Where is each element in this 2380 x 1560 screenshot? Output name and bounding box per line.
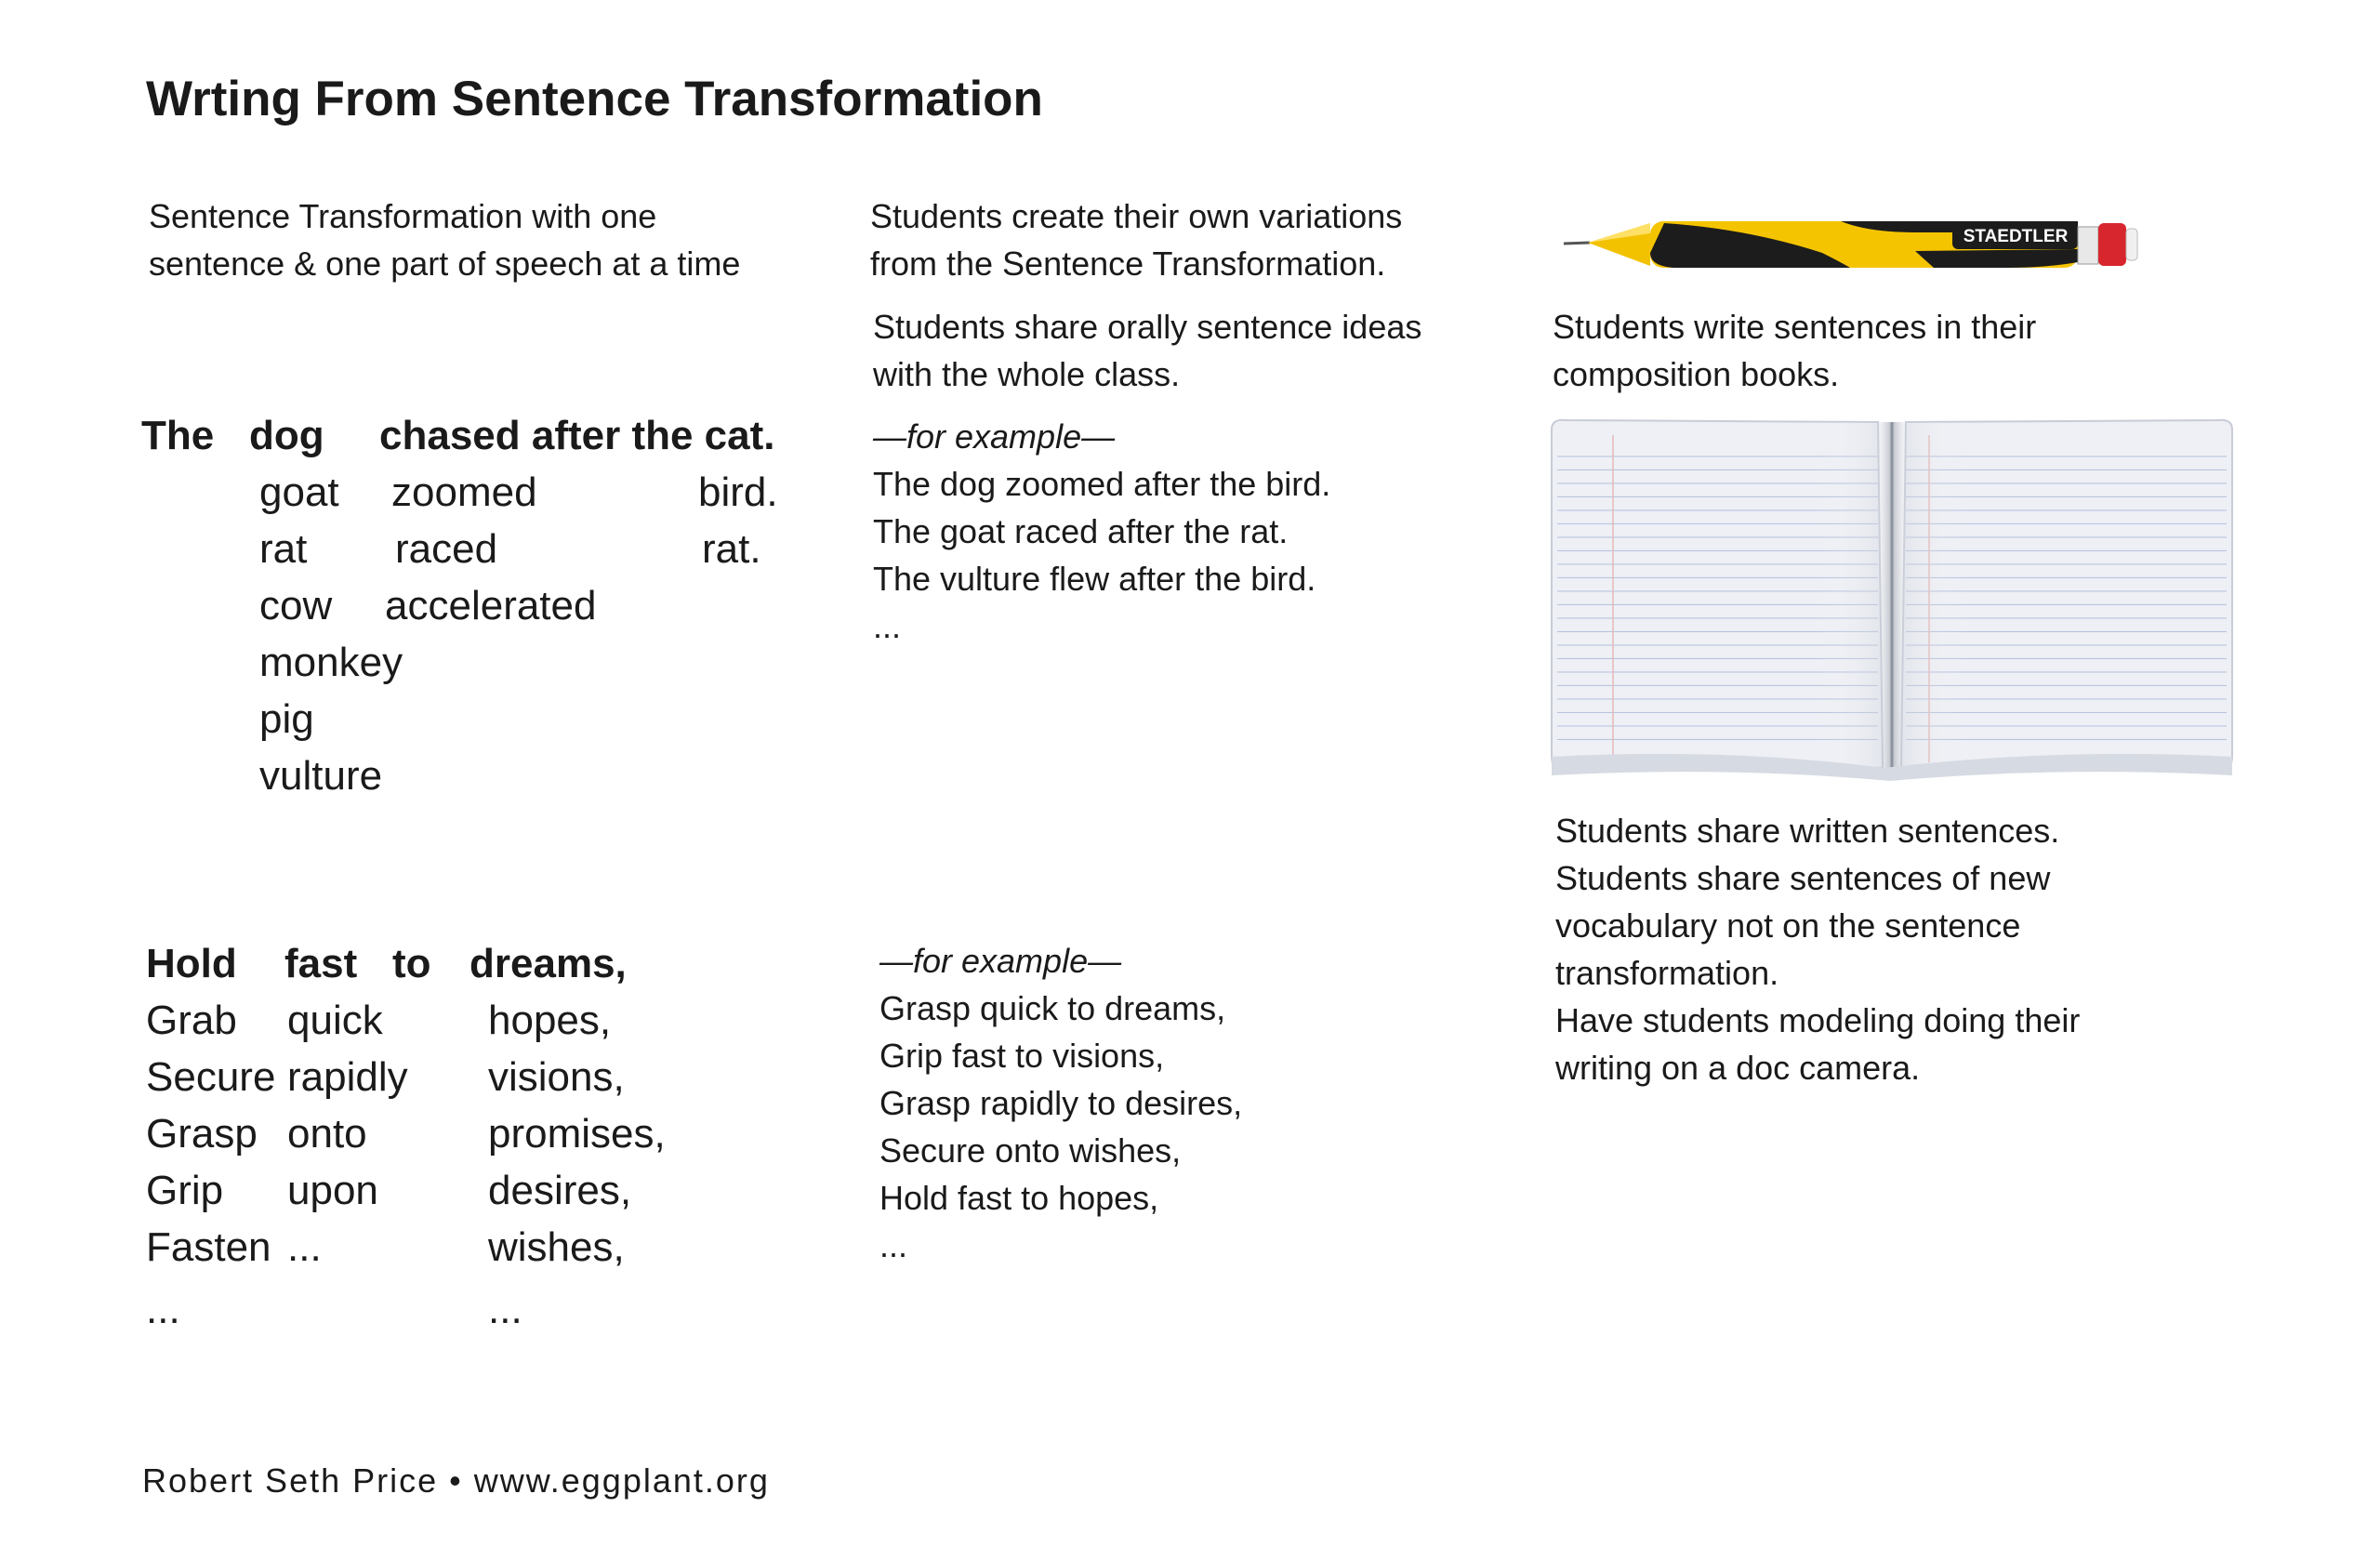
share-orally-text — [873, 303, 1421, 398]
example-sentence: The dog zoomed after the bird. — [873, 465, 1331, 503]
intro-text — [149, 192, 740, 287]
noun-option: wishes, — [488, 1224, 625, 1270]
verb-option: ... — [146, 1287, 180, 1332]
page-title: Wrting From Sentence Transformation — [146, 72, 1043, 126]
verb-option: Grip — [146, 1168, 224, 1213]
example-label: —for example— — [873, 417, 1116, 456]
adverb-option: ... — [287, 1224, 322, 1270]
noun-option: rat — [259, 526, 308, 572]
verb-option: Grasp — [146, 1111, 258, 1157]
verb-option: Fasten — [146, 1224, 271, 1270]
share-written-line: Students share sentences of new — [1555, 859, 2051, 897]
st1-verb-2: raced — [395, 526, 498, 572]
st1-noun-header: dog — [249, 413, 324, 458]
noun-option: goat — [259, 469, 339, 515]
pencil-image — [1562, 205, 2213, 288]
st2-noun-list — [488, 992, 666, 1338]
share-written-line: writing on a doc camera. — [1555, 1049, 1921, 1087]
st1-object-1: bird. — [698, 469, 778, 515]
composition-book-image — [1548, 416, 2236, 781]
footer-credit: Robert Seth Price • www.eggplant.org — [142, 1461, 770, 1500]
verb-option: Grab — [146, 998, 237, 1043]
noun-option: promises, — [488, 1111, 666, 1157]
noun-option: cow — [259, 583, 333, 628]
share-orally-line: with the whole class. — [873, 355, 1181, 393]
st1-verb-1: zoomed — [391, 469, 537, 515]
st1-article: The — [141, 413, 215, 458]
st2-verb-header: Hold — [146, 941, 237, 986]
example-sentence: ... — [873, 607, 902, 645]
example-sentence: Grasp rapidly to desires, — [879, 1084, 1243, 1122]
example-sentence: The goat raced after the rat. — [873, 512, 1289, 550]
examples-1 — [873, 413, 1330, 650]
st2-noun-header: dreams, — [469, 941, 627, 986]
intro-line: sentence & one part of speech at a time — [149, 245, 741, 283]
examples-2 — [879, 937, 1242, 1269]
share-written-line: vocabulary not on the sentence — [1555, 906, 2021, 945]
create-line: from the Sentence Transformation. — [870, 245, 1386, 283]
st2-adverb-list — [287, 992, 408, 1276]
st1-rest-header: chased after the cat. — [379, 413, 775, 458]
st2-prep-header: to — [392, 941, 431, 986]
st1-verb-3: accelerated — [385, 583, 597, 628]
share-written-line: Have students modeling doing their — [1555, 1001, 2081, 1039]
st2-verb-list — [146, 992, 275, 1338]
intro-line: Sentence Transformation with one — [149, 197, 657, 235]
share-written-line: Students share written sentences. — [1555, 812, 2060, 850]
example-sentence: Grasp quick to dreams, — [879, 989, 1226, 1027]
st1-noun-list — [259, 464, 403, 804]
noun-option: desires, — [488, 1168, 632, 1213]
write-text — [1553, 303, 2036, 398]
pencil-brand: STAEDTLER — [1963, 227, 2069, 246]
notebook-icon — [1548, 416, 2236, 781]
noun-option: pig — [259, 696, 314, 742]
st1-object-2: rat. — [702, 526, 761, 572]
share-written-text — [1555, 807, 2080, 1091]
create-line: Students create their own variations — [870, 197, 1403, 235]
st2-adverb-header: fast — [284, 941, 358, 986]
share-written-line: transformation. — [1555, 954, 1779, 992]
example-label: —for example— — [879, 942, 1122, 980]
verb-option: Secure — [146, 1054, 276, 1100]
adverb-option: upon — [287, 1168, 378, 1213]
write-line: composition books. — [1553, 355, 1840, 393]
adverb-option: rapidly — [287, 1054, 408, 1100]
example-sentence: Secure onto wishes, — [879, 1131, 1182, 1170]
adverb-option: quick — [287, 998, 383, 1043]
noun-option: hopes, — [488, 998, 612, 1043]
example-sentence: ... — [879, 1226, 908, 1264]
noun-option: ... — [488, 1287, 522, 1332]
create-text — [870, 192, 1402, 287]
example-sentence: Grip fast to visions, — [879, 1037, 1165, 1075]
pencil-icon — [1562, 205, 2213, 288]
example-sentence: Hold fast to hopes, — [879, 1179, 1159, 1217]
example-sentence: The vulture flew after the bird. — [873, 560, 1316, 598]
share-orally-line: Students share orally sentence ideas — [873, 308, 1422, 346]
noun-option: visions, — [488, 1054, 625, 1100]
noun-option: vulture — [259, 753, 383, 799]
write-line: Students write sentences in their — [1553, 308, 2037, 346]
noun-option: monkey — [259, 640, 403, 685]
adverb-option: onto — [287, 1111, 367, 1157]
